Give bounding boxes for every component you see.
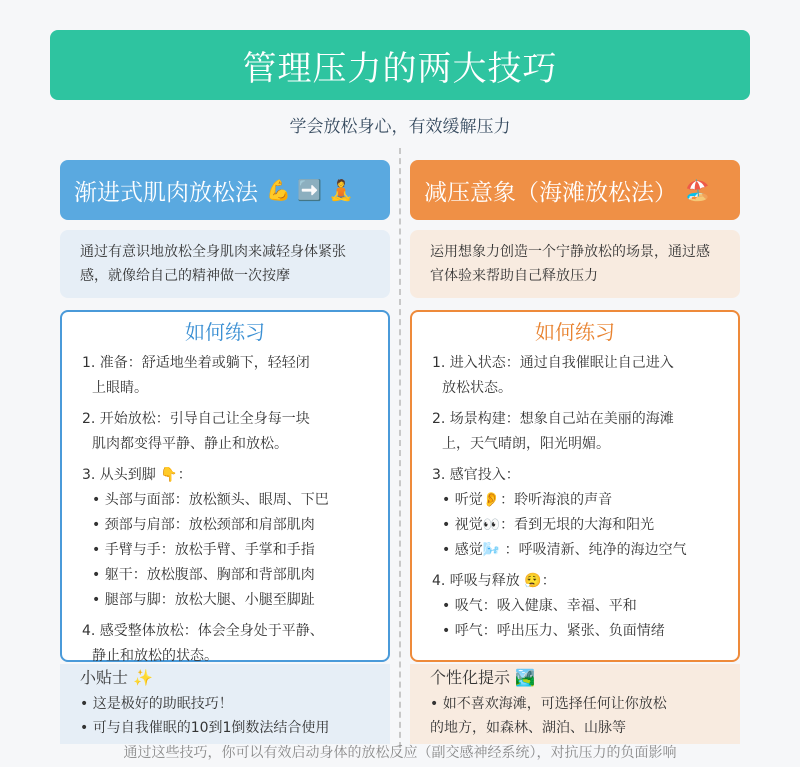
- right-step-3: 3. 感官投入： • 听觉👂：聆听海浪的声音 • 视觉👀：看到无垠的大海和阳光 • 感觉🌬️ ：呼吸清新、纯净的海边空气: [432, 463, 724, 563]
- muscle-arrow-meditate-icon: 💪 ➡️ 🧘: [266, 178, 354, 202]
- page-title: 管理压力的两大技巧: [50, 30, 750, 100]
- left-practice-title: 如何练习: [185, 320, 265, 344]
- right-description: 运用想象力创造一个宁静放松的场景，通过感官体验来帮助自己释放压力: [410, 230, 740, 298]
- footer-note: 通过这些技巧，你可以有效启动身体的放松反应（副交感神经系统），对抗压力的负面影响: [123, 745, 677, 761]
- left-step-2: 2. 开始放松：引导自己让全身每一块 肌肉都变得平静、静止和放松。: [82, 411, 310, 452]
- list-item: • 可与自我催眠的10到1倒数法结合使用: [80, 720, 330, 736]
- list-item: • 吸气：吸入健康、幸福、平和: [442, 598, 637, 614]
- right-practice-card: [410, 310, 740, 662]
- left-tips-title: 小贴士 ✨: [80, 668, 154, 687]
- right-heading: [410, 160, 740, 220]
- right-step-2: 2. 场景构建：想象自己站在美丽的海滩 上，天气晴朗，阳光明媚。: [432, 411, 674, 452]
- beach-umbrella-icon: 🏖️: [685, 178, 710, 202]
- left-step-4: 4. 感受整体放松：体会全身处于平静、 静止和放松的状态。: [82, 623, 324, 664]
- list-item: • 手臂与手：放松手臂、手掌和手指: [92, 542, 315, 558]
- right-practice-title: 如何练习: [535, 320, 615, 344]
- left-practice-card: [60, 310, 390, 662]
- list-item: 的地方，如森林、湖泊、山脉等: [430, 720, 626, 736]
- list-item: • 这是极好的助眠技巧！: [80, 696, 233, 712]
- left-heading-text: 渐进式肌肉放松法: [74, 179, 258, 206]
- right-step-1: 1. 进入状态：通过自我催眠让自己进入 放松状态。: [432, 355, 674, 396]
- right-step-4: 4. 呼吸与释放 😮‍💨： • 吸气：吸入健康、幸福、平和 • 呼气：呼出压力、紧张、负面情绪: [432, 569, 724, 644]
- list-item: • 呼气：呼出压力、紧张、负面情绪: [442, 623, 665, 639]
- list-item: • 听觉👂：聆听海浪的声音: [442, 492, 613, 508]
- right-tips-title: 个性化提示 🏞️: [430, 668, 536, 687]
- left-tips: [60, 664, 390, 744]
- list-item: • 视觉👀：看到无垠的大海和阳光: [442, 517, 655, 533]
- column-divider: [399, 148, 401, 748]
- list-item: • 躯干：放松腹部、胸部和背部肌肉: [92, 567, 315, 583]
- left-heading: [60, 160, 390, 220]
- list-item: • 头部与面部：放松额头、眼周、下巴: [92, 492, 329, 508]
- list-item: • 如不喜欢海滩，可选择任何让你放松: [430, 696, 667, 712]
- left-step-3: 3. 从头到脚 👇： • 头部与面部：放松额头、眼周、下巴 • 颈部与肩部：放松颈部和肩部肌肉 • 手臂与手：放松手臂、手掌和手指 • 躯干：放松腹部、胸部和背部肌肉 • 腿部与脚：放松大腿、小腿至脚趾: [82, 463, 374, 613]
- right-tips: [410, 664, 740, 744]
- list-item: • 颈部与肩部：放松颈部和肩部肌肉: [92, 517, 315, 533]
- left-description: 通过有意识地放松全身肌肉来减轻身体紧张感，就像给自己的精神做一次按摩: [60, 230, 390, 298]
- page-subtitle: 学会放松身心，有效缓解压力: [289, 117, 511, 137]
- list-item: • 感觉🌬️ ：呼吸清新、纯净的海边空气: [442, 542, 687, 558]
- right-heading-text: 减压意象（海滩放松法）: [424, 179, 677, 206]
- list-item: • 腿部与脚：放松大腿、小腿至脚趾: [92, 592, 315, 608]
- left-step-1: 1. 准备：舒适地坐着或躺下，轻轻闭 上眼睛。: [82, 355, 310, 396]
